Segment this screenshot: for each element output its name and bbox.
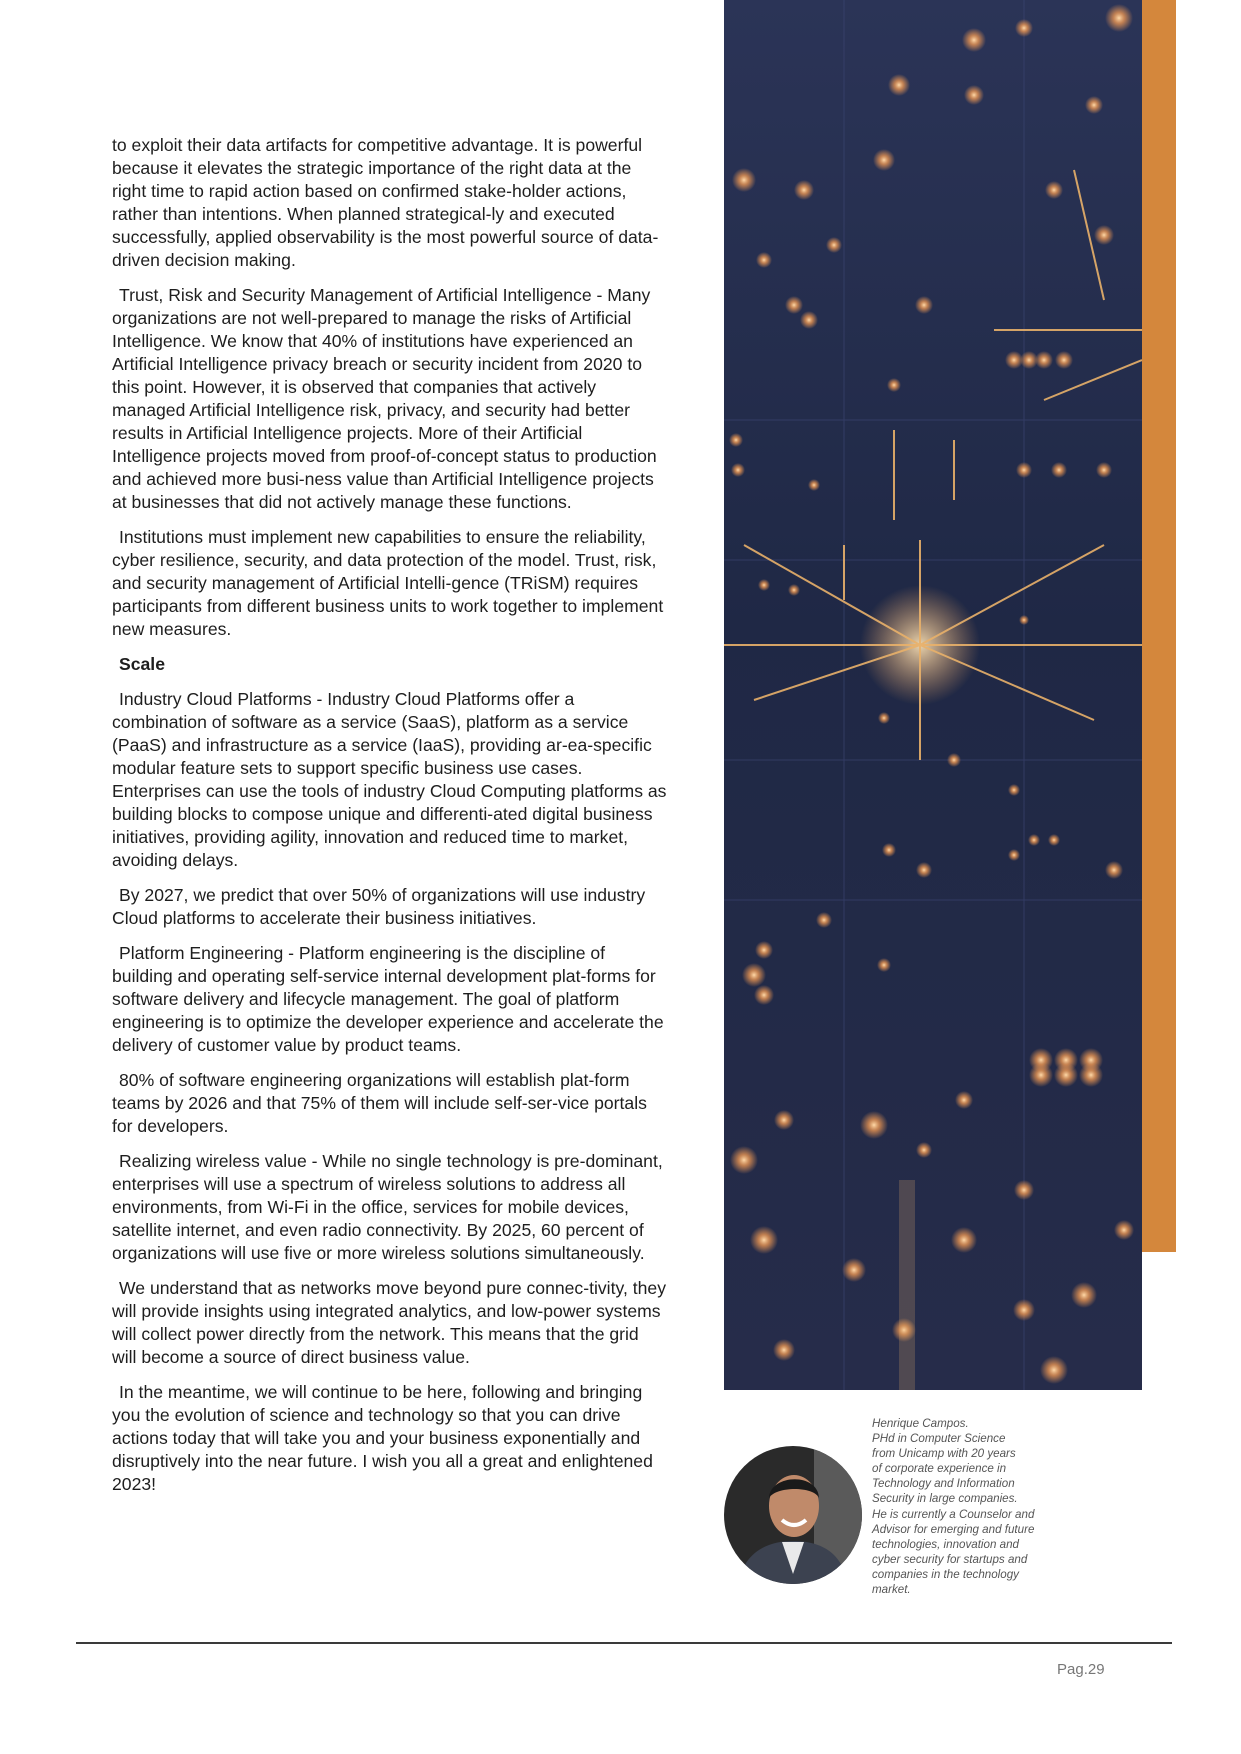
paragraph-platform-engineering: Platform Engineering - Platform engineering is the discipline of building and operating self-service internal development plat-forms for software delivery and lifecycle management. The goal of platform engineering is to optimize the developer experience and accelerate the delivery of customer value by product teams. bbox=[112, 943, 664, 1055]
author-bio-line: from Unicamp with 20 years bbox=[872, 1447, 1016, 1461]
author-bio bbox=[872, 1416, 1072, 1597]
paragraph-industry-cloud: Industry Cloud Platforms - Industry Cloud Platforms offer a combination of software as a service (SaaS), platform as a service (PaaS) and infrastructure as a service (IaaS), providing ar-ea-specific modular feature sets to support specific business use cases. Enterprises can use the tools of industry Cloud Computing platforms as building blocks to compose unique and differenti-ated digital business initiatives, providing agility, innovation and reduced time to market, avoiding delays. bbox=[112, 689, 667, 870]
paragraph-closing: In the meantime, we will continue to be here, following and bringing you the evolution of science and technology so that you can drive actions today that will take you and your business exponentially and disruptively into the near future. I wish you all a great and enlightened 2023! bbox=[112, 1382, 653, 1494]
paragraph-trism-capabilities: Institutions must implement new capabilities to ensure the reliability, cyber resilience, security, and data protection of the model. Trust, risk, and security management of Artificial Intelli-gence (TRiSM) requires participants from different business units to work together to implement new measures. bbox=[112, 527, 664, 639]
circuit-board-photo bbox=[724, 0, 1142, 1390]
paragraph-platform-teams: 80% of software engineering organizations will establish plat-form teams by 2026 and that 75% of them will include self-ser-vice portals for developers. bbox=[112, 1070, 647, 1136]
author-bio-line: market. bbox=[872, 1583, 911, 1597]
page-number: Pag.29 bbox=[1057, 1661, 1105, 1678]
paragraph-cloud-prediction: By 2027, we predict that over 50% of organizations will use industry Cloud platforms to accelerate their business initiatives. bbox=[112, 885, 646, 928]
section-heading-scale: Scale bbox=[119, 654, 165, 674]
paragraph-observability: to exploit their data artifacts for competitive advantage. It is powerful because it elevates the strategic importance of the right data at the right time to rapid action based on confirmed stake-holder actions, rather than intentions. When planned strategical-ly and executed successfully, applied observability is the most powerful source of data-driven decision making. bbox=[112, 135, 659, 270]
article-body bbox=[112, 134, 668, 1508]
author-bio-line: companies in the technology bbox=[872, 1567, 1019, 1581]
author-bio-line: Advisor for emerging and future bbox=[872, 1522, 1035, 1536]
author-bio-line: Security in large companies. bbox=[872, 1492, 1018, 1506]
author-bio-line: He is currently a Counselor and bbox=[872, 1507, 1035, 1521]
footer-divider bbox=[76, 1642, 1172, 1644]
author-bio-line: cyber security for startups and bbox=[872, 1552, 1028, 1566]
paragraph-trism-intro: Trust, Risk and Security Management of Artificial Intelligence - Many organizations are not well-prepared to manage the risks of Artificial Intelligence. We know that 40% of institutions have experienced an Artificial Intelligence privacy breach or security incident from 2020 to this point. However, it is observed that companies that actively managed Artificial Intelligence risk, privacy, and security had better results in Artificial Intelligence projects. More of their Artificial Intelligence projects moved from proof-of-concept status to production and achieved more busi-ness value than Artificial Intelligence projects at businesses that did not actively manage these functions. bbox=[112, 285, 657, 512]
author-name: Henrique Campos. bbox=[872, 1417, 969, 1430]
paragraph-networks: We understand that as networks move beyond pure connec-tivity, they will provide insights using integrated analytics, and low-power systems will collect power directly from the network. This means that the grid will become a source of direct business value. bbox=[112, 1278, 667, 1367]
accent-bar bbox=[1140, 0, 1176, 1252]
author-bio-line: PHd in Computer Science bbox=[872, 1432, 1006, 1446]
author-bio-line: of corporate experience in bbox=[872, 1462, 1007, 1476]
paragraph-wireless-value: Realizing wireless value - While no single technology is pre-dominant, enterprises will use a spectrum of wireless solutions to address all environments, from Wi-Fi in the office, services for mobile devices, satellite internet, and even radio connectivity. By 2025, 60 percent of organizations will use five or more wireless solutions simultaneously. bbox=[112, 1151, 663, 1263]
author-bio-line: Technology and Information bbox=[872, 1477, 1015, 1491]
author-avatar bbox=[724, 1446, 862, 1584]
author-bio-line: technologies, innovation and bbox=[872, 1537, 1019, 1551]
